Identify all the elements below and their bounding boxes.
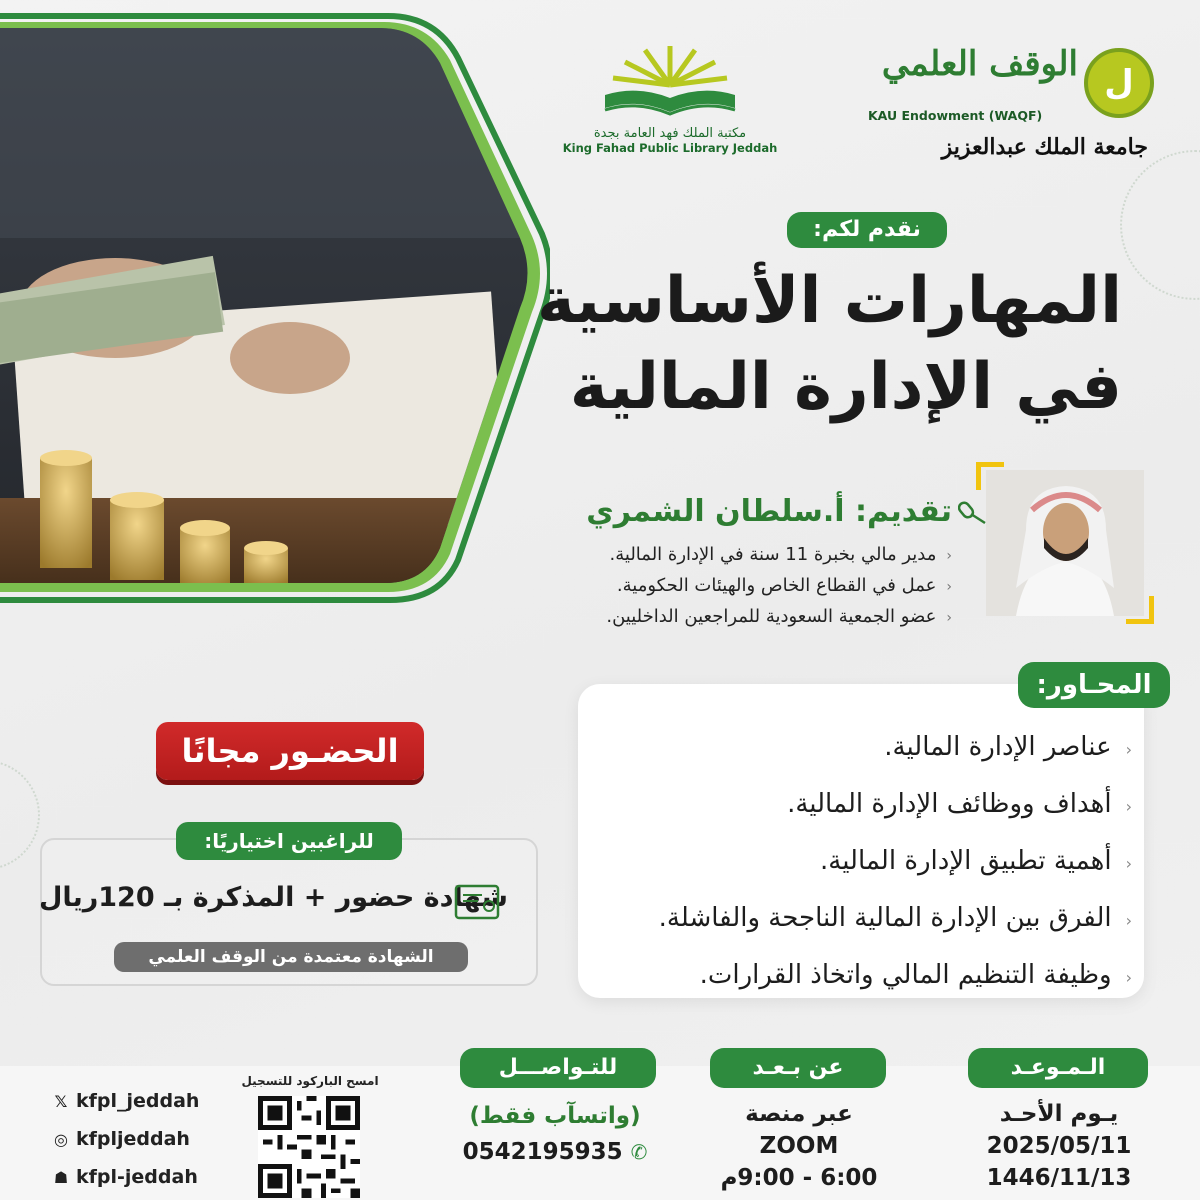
waqf-name-ar: الوقف العلمي: [881, 44, 1078, 84]
kfpl-name-en: King Fahad Public Library Jeddah: [562, 141, 778, 155]
optional-heading: للراغبين اختياريًا:: [176, 822, 402, 860]
chevron-left-icon: ‹: [1125, 968, 1132, 987]
speaker-photo: [986, 470, 1144, 616]
chevron-left-icon: ‹: [1125, 911, 1132, 930]
decor-ring: [0, 760, 40, 870]
hero-photo: [0, 8, 550, 608]
chevron-left-icon: ‹: [946, 579, 952, 595]
certificate-offer: شهادة حضور + المذكرة بـ 120ريال: [39, 882, 508, 913]
kfpl-name-ar: مكتبة الملك فهد العامة بجدة: [593, 126, 747, 141]
platform-name: ZOOM: [759, 1133, 839, 1159]
waqf-emblem-icon: ل: [1084, 48, 1154, 118]
chevron-left-icon: ‹: [1125, 854, 1132, 873]
event-time: 6:00 - 9:00م: [720, 1165, 878, 1191]
library-book-icon: [595, 40, 745, 120]
certificate-icon: [454, 884, 500, 920]
free-attendance-badge: الحضـور مجانًا: [156, 722, 424, 780]
social-instagram[interactable]: ◎ kfpljeddah: [52, 1128, 190, 1150]
event-day: يـوم الأحـد: [999, 1101, 1119, 1127]
chevron-left-icon: ‹: [946, 610, 952, 626]
chevron-left-icon: ‹: [946, 548, 952, 564]
social-x[interactable]: 𝕏 kfpl_jeddah: [52, 1090, 199, 1112]
qr-caption: امسح الباركود للتسجيل: [241, 1074, 379, 1088]
topic-item: ‹الفرق بين الإدارة المالية الناجحة والفاشلة.: [658, 903, 1132, 933]
certificate-note: الشهادة معتمدة من الوقف العلمي: [114, 942, 468, 972]
whatsapp-note: (واتسآب فقط): [469, 1103, 641, 1129]
presenter-name: تقديم: أ.سلطان الشمري: [586, 494, 952, 529]
title-line-1: المهارات الأساسية: [537, 264, 1122, 338]
event-date-gregorian: 2025/05/11: [986, 1133, 1132, 1159]
topics-list: [592, 720, 1132, 1005]
registration-qr-code[interactable]: [258, 1096, 360, 1198]
bio-item: ‹عمل في القطاع الخاص والهيئات الحكومية.: [616, 575, 952, 596]
event-date-hijri: 1446/11/13: [986, 1165, 1132, 1191]
waqf-logo: [860, 38, 1170, 178]
topic-item: ‹عناصر الإدارة المالية.: [884, 732, 1132, 762]
snapchat-icon: ☗: [53, 1168, 69, 1187]
chevron-left-icon: ‹: [1125, 797, 1132, 816]
topics-heading: المحـاور:: [1018, 662, 1170, 708]
title-line-2: في الإدارة المالية: [569, 350, 1122, 424]
event-platform: [704, 1098, 894, 1194]
intro-pill: نقدم لكم:: [787, 212, 947, 248]
phone-number[interactable]: 0542195935: [462, 1139, 623, 1165]
topic-item: ‹أهمية تطبيق الإدارة المالية.: [820, 846, 1132, 876]
page-title: [502, 258, 1122, 430]
whatsapp-icon: ✆: [630, 1140, 648, 1164]
topic-item: ‹أهداف ووظائف الإدارة المالية.: [787, 789, 1132, 819]
presenter-bio: [492, 540, 952, 633]
waqf-name-en: KAU Endowment (WAQF): [868, 108, 1043, 123]
topic-item: ‹وظيفة التنظيم المالي واتخاذ القرارات.: [699, 960, 1132, 990]
contact-heading: للتـواصـــل: [460, 1048, 656, 1088]
contact-info: [450, 1098, 660, 1170]
bio-item: ‹عضو الجمعية السعودية للمراجعين الداخليين.: [606, 606, 952, 627]
speaker-photo-frame: [976, 462, 1154, 624]
instagram-icon: ◎: [54, 1130, 68, 1149]
bio-item: ‹مدير مالي بخبرة 11 سنة في الإدارة المالية.: [609, 544, 952, 565]
phone-row[interactable]: [450, 1134, 660, 1170]
kfpl-logo: [560, 40, 780, 170]
social-snapchat[interactable]: ☗ kfpl-jeddah: [53, 1166, 198, 1188]
when-heading: الـمـوعـد: [968, 1048, 1148, 1088]
microphone-icon: [958, 496, 988, 526]
platform-line-1: عبر منصة: [745, 1101, 853, 1127]
event-date: [974, 1098, 1144, 1194]
chevron-left-icon: ‹: [1125, 740, 1132, 759]
remote-heading: عن بـعـد: [710, 1048, 886, 1088]
x-logo-icon: 𝕏: [54, 1092, 68, 1111]
kau-name-ar: جامعة الملك عبدالعزيز: [941, 134, 1148, 160]
